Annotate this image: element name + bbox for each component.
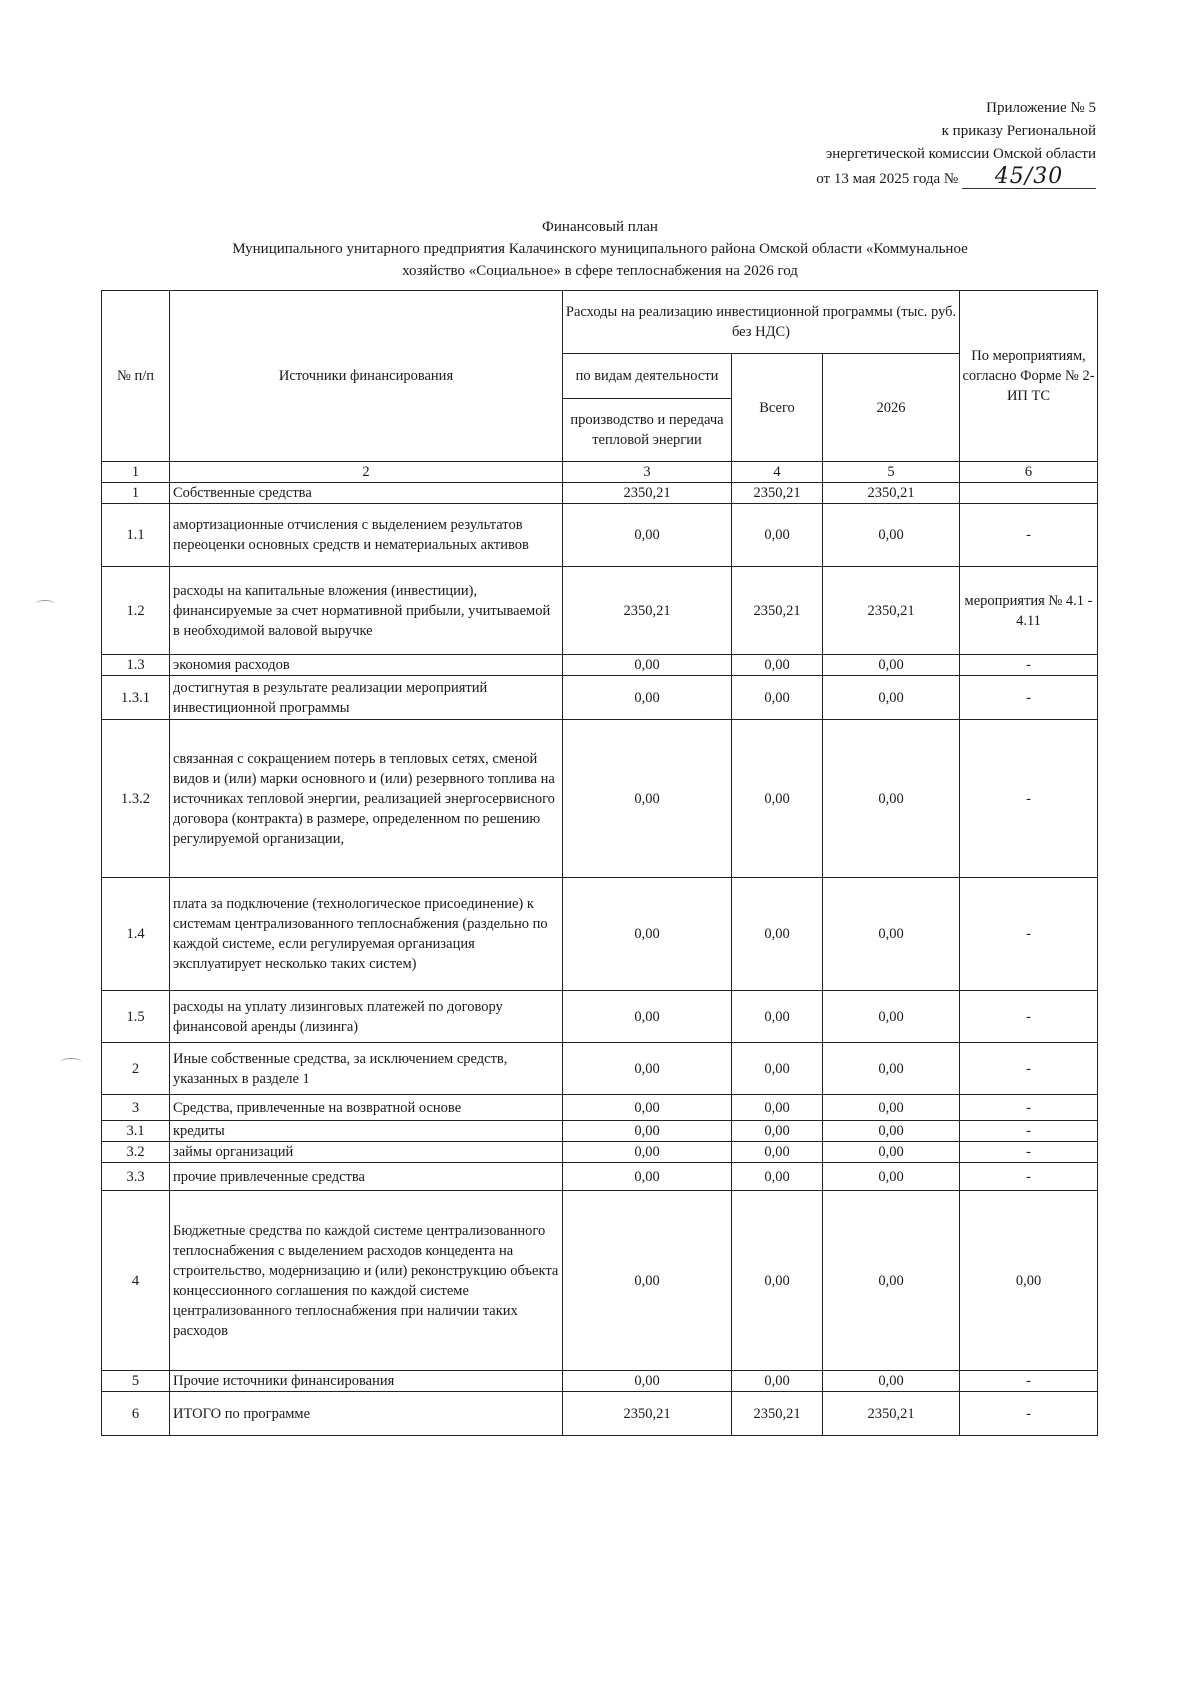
margin-mark-1	[36, 600, 54, 607]
row-number: 1.3	[102, 655, 170, 676]
order-date-text: от 13 мая 2025 года №	[816, 171, 959, 187]
row-source: расходы на уплату лизинговых платежей по договору финансовой аренды (лизинга)	[170, 991, 563, 1043]
col-number: 6	[960, 462, 1098, 483]
row-total-value: 2350,21	[732, 567, 823, 655]
col-number: 4	[732, 462, 823, 483]
row-2026-value: 0,00	[823, 720, 960, 878]
row-total-value: 0,00	[732, 1191, 823, 1371]
row-number: 5	[102, 1371, 170, 1392]
table-row	[102, 1392, 1098, 1436]
appendix-block	[816, 97, 1096, 191]
row-events: -	[960, 1043, 1098, 1095]
title-line-2: Муниципального унитарного предприятия Калачинского муниципального района Омской области «Коммунальное	[232, 241, 968, 257]
row-production-value: 0,00	[563, 1163, 732, 1191]
row-production-value: 0,00	[563, 878, 732, 991]
row-number: 6	[102, 1392, 170, 1436]
row-2026-value: 2350,21	[823, 1392, 960, 1436]
row-total-value: 2350,21	[732, 1392, 823, 1436]
row-production-value: 0,00	[563, 1191, 732, 1371]
row-total-value: 0,00	[732, 1043, 823, 1095]
header-num: № п/п	[102, 291, 170, 462]
row-events: -	[960, 720, 1098, 878]
table-row	[102, 504, 1098, 567]
row-number: 3.3	[102, 1163, 170, 1191]
header-by-activity: по видам деятельности	[563, 354, 732, 399]
row-2026-value: 0,00	[823, 676, 960, 720]
header-total: Всего	[732, 354, 823, 462]
row-total-value: 0,00	[732, 1371, 823, 1392]
row-production-value: 0,00	[563, 1121, 732, 1142]
row-source: Прочие источники финансирования	[170, 1371, 563, 1392]
row-total-value: 0,00	[732, 504, 823, 567]
title-line-3: хозяйство «Социальное» в сфере теплоснабжения на 2026 год	[402, 263, 798, 279]
row-source: связанная с сокращением потерь в тепловых сетях, сменой видов и (или) марки основного и (или) резервного топлива на источниках тепловой энергии, реализацией энергосервисного договора (контракта) в размере, определенном по решению регулируемой организации,	[170, 720, 563, 878]
row-2026-value: 0,00	[823, 1371, 960, 1392]
row-number: 3.2	[102, 1142, 170, 1163]
table-row	[102, 655, 1098, 676]
row-number: 1.5	[102, 991, 170, 1043]
row-events: -	[960, 1371, 1098, 1392]
row-production-value: 0,00	[563, 1371, 732, 1392]
row-events: -	[960, 504, 1098, 567]
row-source: Бюджетные средства по каждой системе централизованного теплоснабжения с выделением расходов концедента на строительство, модернизацию и (или) реконструкцию объекта концессионного соглашения по каждой системе централизованного теплоснабжения при наличии таких расходов	[170, 1191, 563, 1371]
row-number: 2	[102, 1043, 170, 1095]
table-row	[102, 567, 1098, 655]
row-events: -	[960, 1163, 1098, 1191]
appendix-line-2: к приказу Региональной	[941, 123, 1096, 139]
row-total-value: 0,00	[732, 1142, 823, 1163]
row-production-value: 0,00	[563, 1043, 732, 1095]
table-row	[102, 720, 1098, 878]
col-number: 1	[102, 462, 170, 483]
row-2026-value: 0,00	[823, 991, 960, 1043]
row-source: кредиты	[170, 1121, 563, 1142]
col-number: 5	[823, 462, 960, 483]
row-events	[960, 483, 1098, 504]
row-total-value: 0,00	[732, 720, 823, 878]
row-2026-value: 2350,21	[823, 483, 960, 504]
financial-plan-table	[101, 290, 1098, 1436]
row-events: -	[960, 991, 1098, 1043]
row-source: достигнутая в результате реализации мероприятий инвестиционной программы	[170, 676, 563, 720]
row-events: -	[960, 1095, 1098, 1121]
row-source: займы организаций	[170, 1142, 563, 1163]
title-line-1: Финансовый план	[542, 219, 658, 235]
row-production-value: 2350,21	[563, 1392, 732, 1436]
table-row	[102, 483, 1098, 504]
row-source: ИТОГО по программе	[170, 1392, 563, 1436]
row-events: мероприятия № 4.1 - 4.11	[960, 567, 1098, 655]
row-production-value: 0,00	[563, 676, 732, 720]
order-number: 45/30	[962, 166, 1096, 189]
table-row	[102, 1043, 1098, 1095]
row-total-value: 2350,21	[732, 483, 823, 504]
row-2026-value: 0,00	[823, 504, 960, 567]
row-production-value: 0,00	[563, 991, 732, 1043]
row-2026-value: 0,00	[823, 878, 960, 991]
appendix-line-4	[816, 166, 1096, 191]
row-production-value: 0,00	[563, 655, 732, 676]
table-row	[102, 878, 1098, 991]
col-number: 3	[563, 462, 732, 483]
header-events: По мероприятиям, согласно Форме № 2-ИП ТС	[960, 291, 1098, 462]
row-2026-value: 0,00	[823, 1142, 960, 1163]
row-2026-value: 0,00	[823, 655, 960, 676]
row-production-value: 2350,21	[563, 483, 732, 504]
row-number: 1.4	[102, 878, 170, 991]
row-source: экономия расходов	[170, 655, 563, 676]
row-events: -	[960, 655, 1098, 676]
table-row	[102, 676, 1098, 720]
row-source: плата за подключение (технологическое присоединение) к системам централизованного теплоснабжения (раздельно по каждой системе, если регулируемая организация эксплуатирует несколько таких систем)	[170, 878, 563, 991]
header-year: 2026	[823, 354, 960, 462]
row-total-value: 0,00	[732, 1095, 823, 1121]
row-total-value: 0,00	[732, 1121, 823, 1142]
row-total-value: 0,00	[732, 655, 823, 676]
table-row	[102, 1121, 1098, 1142]
row-number: 1.3.2	[102, 720, 170, 878]
row-number: 3.1	[102, 1121, 170, 1142]
row-total-value: 0,00	[732, 991, 823, 1043]
table-row	[102, 1163, 1098, 1191]
header-source: Источники финансирования	[170, 291, 563, 462]
table-row	[102, 1142, 1098, 1163]
margin-mark-2	[60, 1058, 82, 1067]
row-source: расходы на капитальные вложения (инвестиции), финансируемые за счет нормативной прибыли, учитываемой в необходимой валовой выручке	[170, 567, 563, 655]
row-events: -	[960, 1392, 1098, 1436]
row-2026-value: 0,00	[823, 1163, 960, 1191]
row-number: 4	[102, 1191, 170, 1371]
row-events: 0,00	[960, 1191, 1098, 1371]
row-2026-value: 0,00	[823, 1043, 960, 1095]
header-expenses: Расходы на реализацию инвестиционной программы (тыс. руб. без НДС)	[563, 291, 960, 354]
row-2026-value: 0,00	[823, 1191, 960, 1371]
row-source: амортизационные отчисления с выделением результатов переоценки основных средств и нематериальных активов	[170, 504, 563, 567]
row-total-value: 0,00	[732, 878, 823, 991]
row-production-value: 0,00	[563, 720, 732, 878]
table-row	[102, 1095, 1098, 1121]
row-source: Собственные средства	[170, 483, 563, 504]
row-number: 1.2	[102, 567, 170, 655]
row-number: 3	[102, 1095, 170, 1121]
row-total-value: 0,00	[732, 1163, 823, 1191]
row-number: 1.1	[102, 504, 170, 567]
row-source: Средства, привлеченные на возвратной основе	[170, 1095, 563, 1121]
row-events: -	[960, 676, 1098, 720]
row-total-value: 0,00	[732, 676, 823, 720]
row-events: -	[960, 878, 1098, 991]
row-events: -	[960, 1142, 1098, 1163]
row-events: -	[960, 1121, 1098, 1142]
table-row	[102, 1371, 1098, 1392]
row-number: 1	[102, 483, 170, 504]
row-source: прочие привлеченные средства	[170, 1163, 563, 1191]
row-production-value: 0,00	[563, 1095, 732, 1121]
row-production-value: 2350,21	[563, 567, 732, 655]
document-title	[150, 216, 1050, 282]
row-number: 1.3.1	[102, 676, 170, 720]
appendix-line-1: Приложение № 5	[986, 100, 1096, 116]
header-production: производство и передача тепловой энергии	[563, 399, 732, 462]
table-row	[102, 991, 1098, 1043]
row-2026-value: 0,00	[823, 1095, 960, 1121]
row-source: Иные собственные средства, за исключением средств, указанных в разделе 1	[170, 1043, 563, 1095]
row-production-value: 0,00	[563, 1142, 732, 1163]
row-production-value: 0,00	[563, 504, 732, 567]
appendix-line-3: энергетической комиссии Омской области	[825, 146, 1096, 162]
table-row	[102, 1191, 1098, 1371]
row-2026-value: 2350,21	[823, 567, 960, 655]
row-2026-value: 0,00	[823, 1121, 960, 1142]
col-number: 2	[170, 462, 563, 483]
